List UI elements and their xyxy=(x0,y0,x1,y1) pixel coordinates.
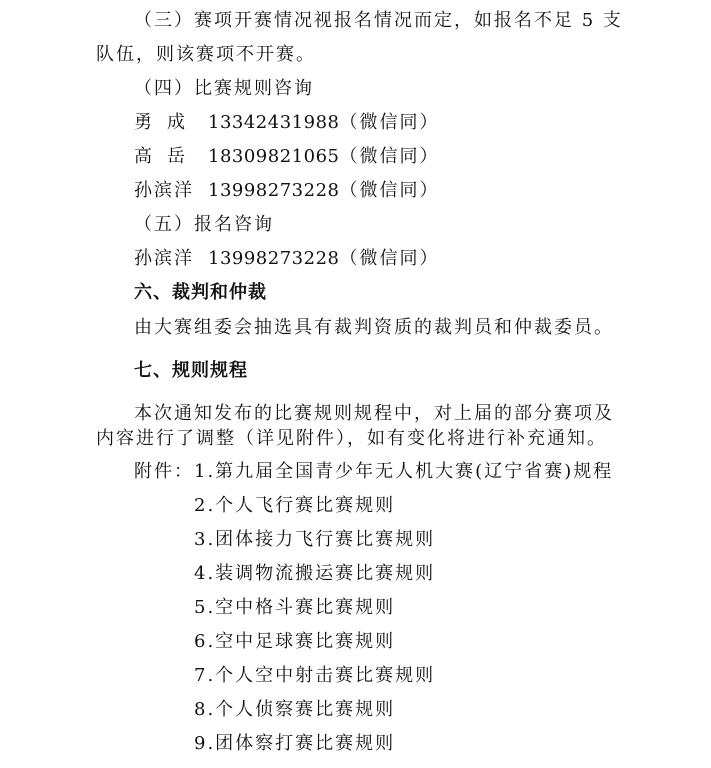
contact-name: 高岳 xyxy=(134,146,200,167)
attachment-item: 3.团体接力飞行赛比赛规则 xyxy=(194,529,436,550)
attachment-item: 4.装调物流搬运赛比赛规则 xyxy=(194,563,436,584)
rules-body-line2: 内容进行了调整（详见附件），如有变化将进行补充通知。 xyxy=(96,428,607,449)
contact-phone: 18309821065 xyxy=(208,146,340,167)
section3-line1: （三）赛项开赛情况视报名情况而定，如报名不足 5 支 xyxy=(134,10,623,31)
section5-title: （五）报名咨询 xyxy=(134,214,274,235)
attachment-item: 6.空中足球赛比赛规则 xyxy=(194,631,396,652)
attachment-item: 9.团体察打赛比赛规则 xyxy=(194,733,396,754)
contact-note: （微信同） xyxy=(339,146,440,167)
contact-phone: 13342431988 xyxy=(208,112,340,133)
section4-title: （四）比赛规则咨询 xyxy=(134,78,314,99)
heading-referee: 六、裁判和仲裁 xyxy=(134,282,267,303)
rules-body-line1: 本次通知发布的比赛规则规程中，对上届的部分赛项及 xyxy=(134,403,614,424)
attachment-item: 2.个人飞行赛比赛规则 xyxy=(194,495,396,516)
contact-row xyxy=(134,179,439,203)
contact-row xyxy=(134,247,439,271)
contact-row xyxy=(134,145,439,169)
attachment-item: 8.个人侦察赛比赛规则 xyxy=(194,699,396,720)
attachment-item: 5.空中格斗赛比赛规则 xyxy=(194,597,396,618)
contact-note: （微信同） xyxy=(339,112,440,133)
contact-name: 孙滨洋 xyxy=(134,248,194,269)
contact-note: （微信同） xyxy=(339,180,440,201)
attachment-item: 7.个人空中射击赛比赛规则 xyxy=(194,665,436,686)
contact-name: 孙滨洋 xyxy=(134,180,194,201)
contact-note: （微信同） xyxy=(339,248,440,269)
section3-line2: 队伍，则该赛项不开赛。 xyxy=(96,44,316,65)
contact-name: 勇成 xyxy=(134,112,200,133)
contact-row xyxy=(134,111,439,135)
attachments-label: 附件： xyxy=(134,461,194,482)
referee-body: 由大赛组委会抽选具有裁判资质的裁判员和仲裁委员。 xyxy=(134,317,614,338)
contact-phone: 13998273228 xyxy=(208,180,340,201)
attachment-item: 1.第九届全国青少年无人机大赛(辽宁省赛)规程 xyxy=(194,461,614,482)
heading-rules: 七、规则规程 xyxy=(134,360,248,381)
contact-phone: 13998273228 xyxy=(208,248,340,269)
